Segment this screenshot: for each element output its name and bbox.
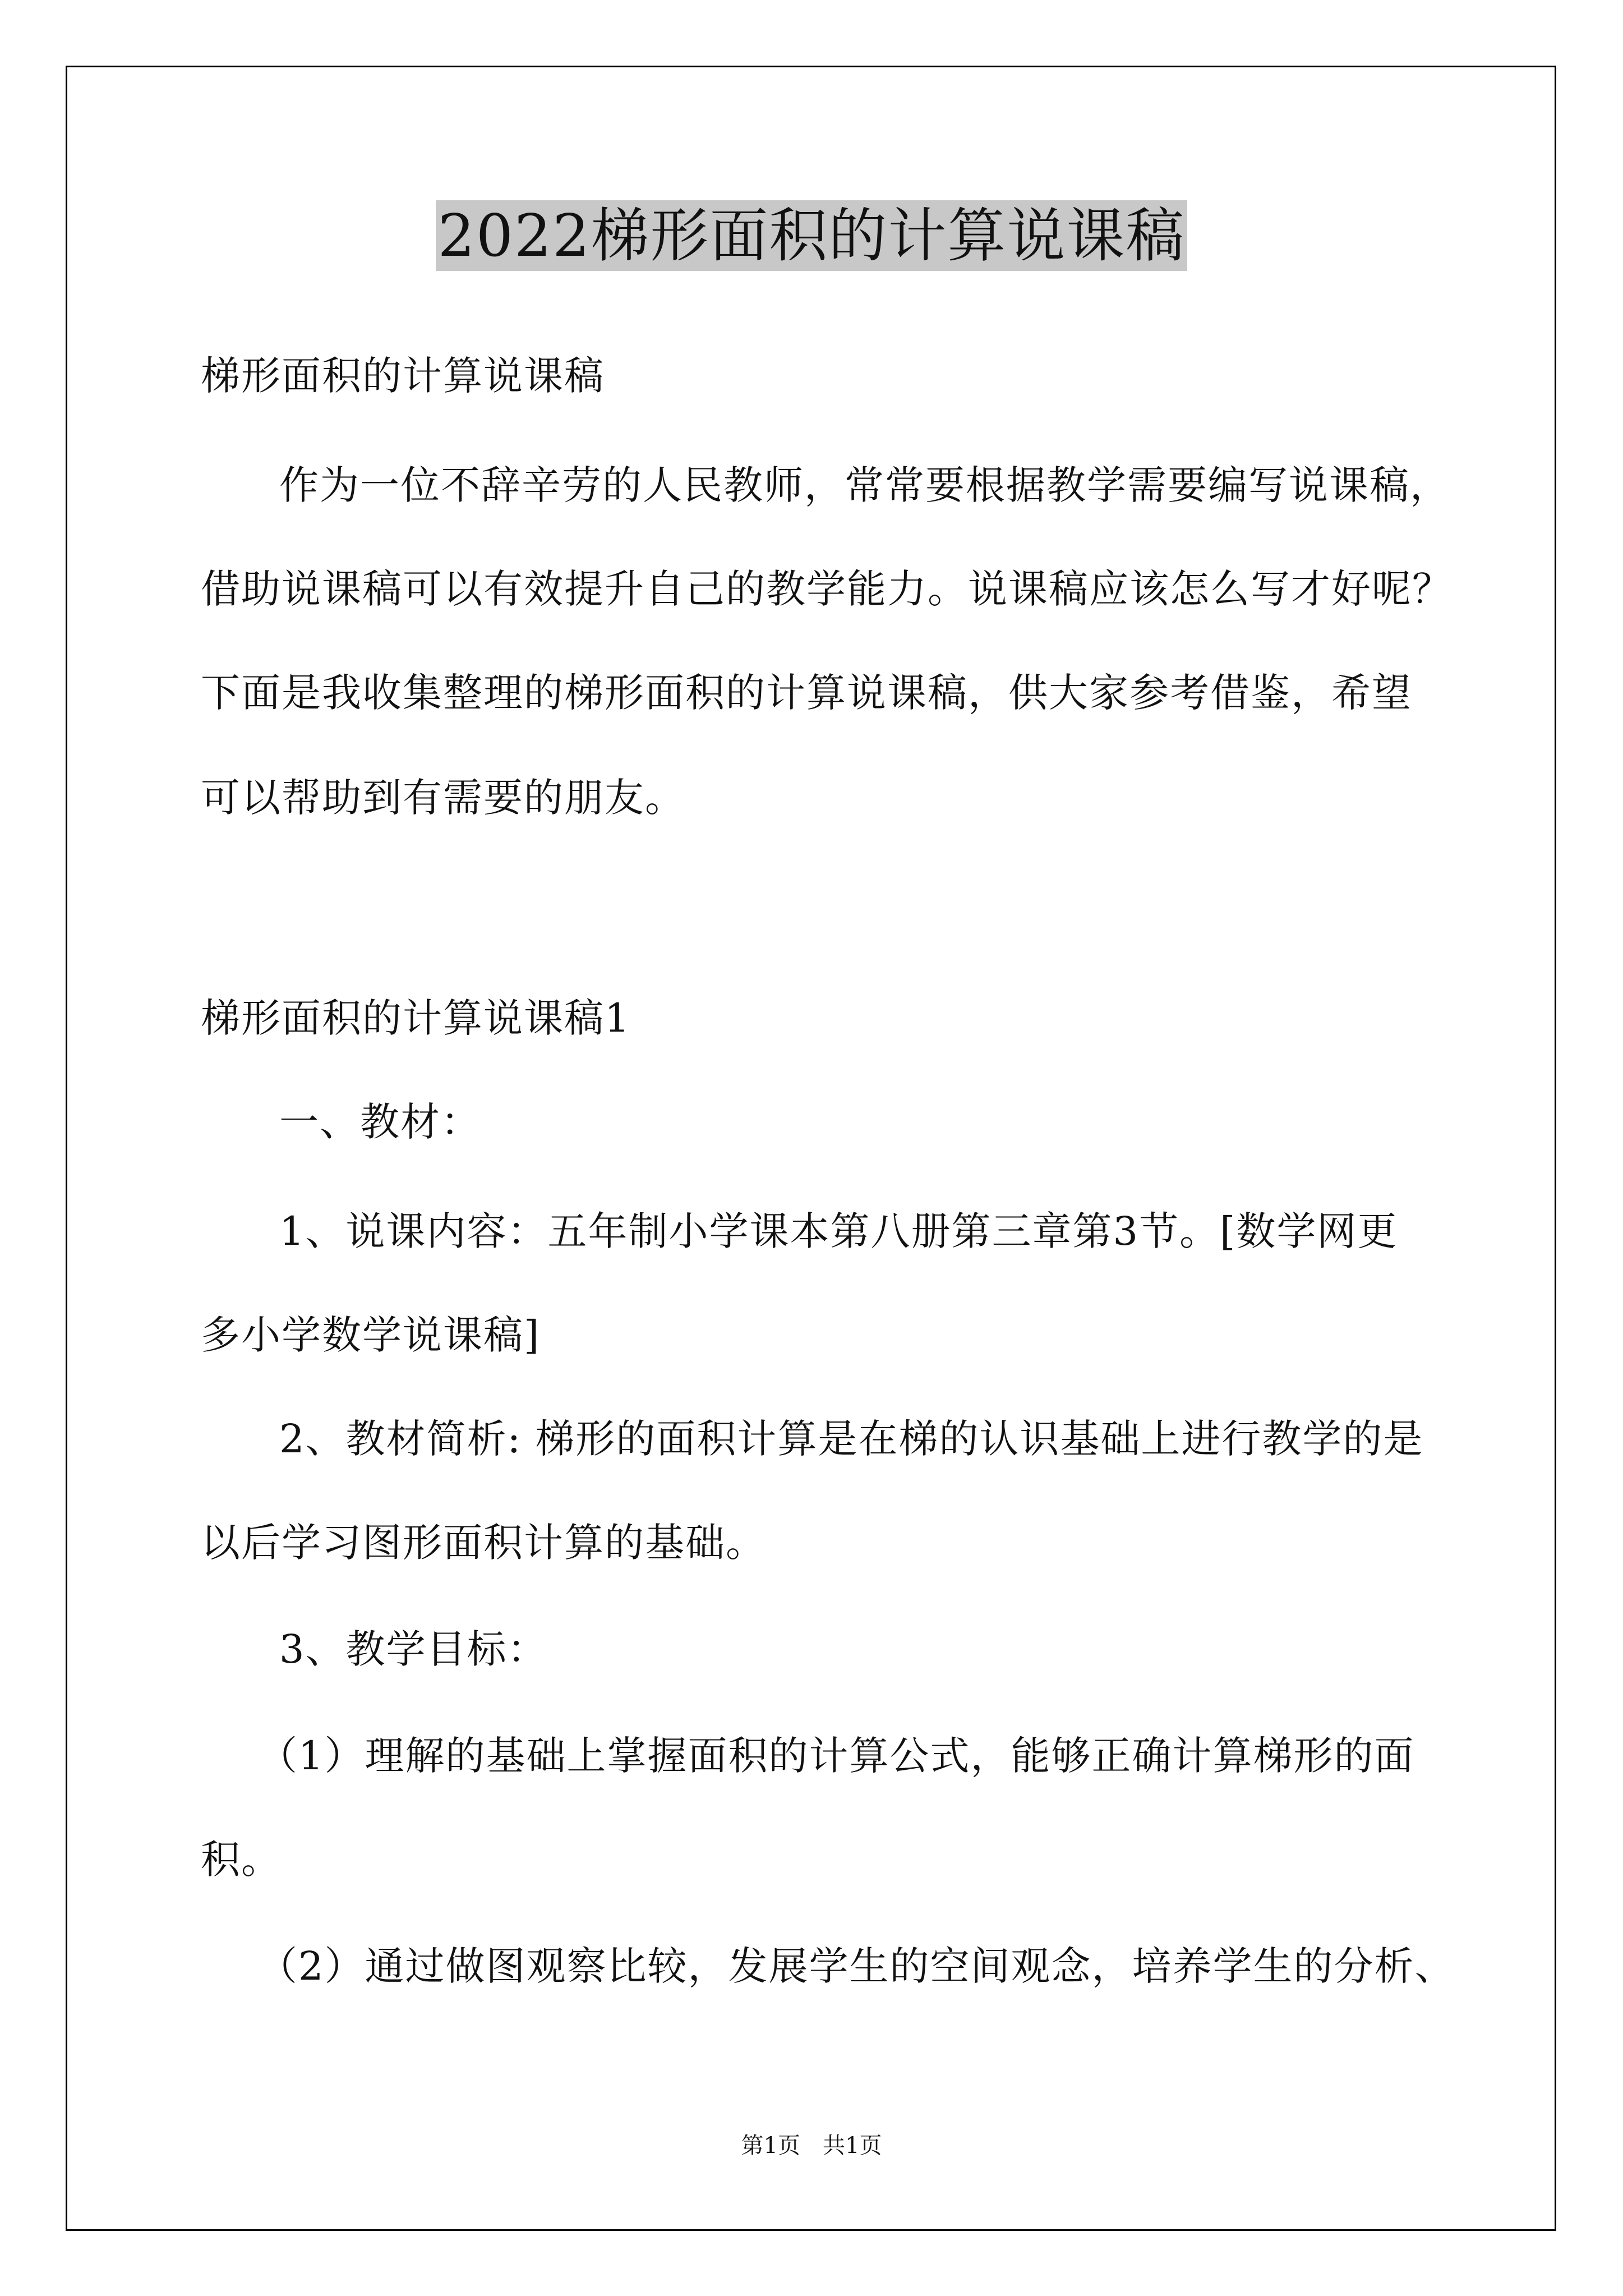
item2-line-1: 2、教材简析: 梯形的面积计算是在梯的认识基础上进行教学的是 <box>279 1416 1424 1462</box>
section-title: 梯形面积的计算说课稿1 <box>201 995 631 1041</box>
document-subtitle: 梯形面积的计算说课稿 <box>201 353 605 399</box>
intro-line-4: 可以帮助到有需要的朋友。 <box>201 775 685 821</box>
section-heading: 一、教材： <box>279 1099 481 1145</box>
intro-line-1: 作为一位不辞辛劳的人民教师，常常要根据教学需要编写说课稿， <box>279 462 1450 508</box>
intro-line-2: 借助说课稿可以有效提升自己的教学能力。说课稿应该怎么写才好呢？ <box>201 566 1453 612</box>
intro-line-3: 下面是我收集整理的梯形面积的计算说课稿，供大家参考借鉴，希望 <box>201 670 1412 716</box>
goal1-line-1: （1）理解的基础上掌握面积的计算公式，能够正确计算梯形的面 <box>258 1733 1415 1779</box>
item1-line-1: 1、说课内容：五年制小学课本第八册第三章第3节。[数学网更 <box>279 1208 1398 1254</box>
document-title-text: 2022梯形面积的计算说课稿 <box>436 200 1188 271</box>
item2-line-2: 以后学习图形面积计算的基础。 <box>201 1520 766 1566</box>
goal1-line-2: 积。 <box>201 1837 282 1883</box>
item1-line-2: 多小学数学说课稿] <box>201 1312 541 1358</box>
page-footer: 第1页 共1页 <box>741 2133 882 2159</box>
item3-heading: 3、教学目标： <box>279 1626 548 1672</box>
goal2-line-1: （2）通过做图观察比较，发展学生的空间观念，培养学生的分析、 <box>258 1943 1455 1989</box>
document-title <box>0 196 1623 275</box>
